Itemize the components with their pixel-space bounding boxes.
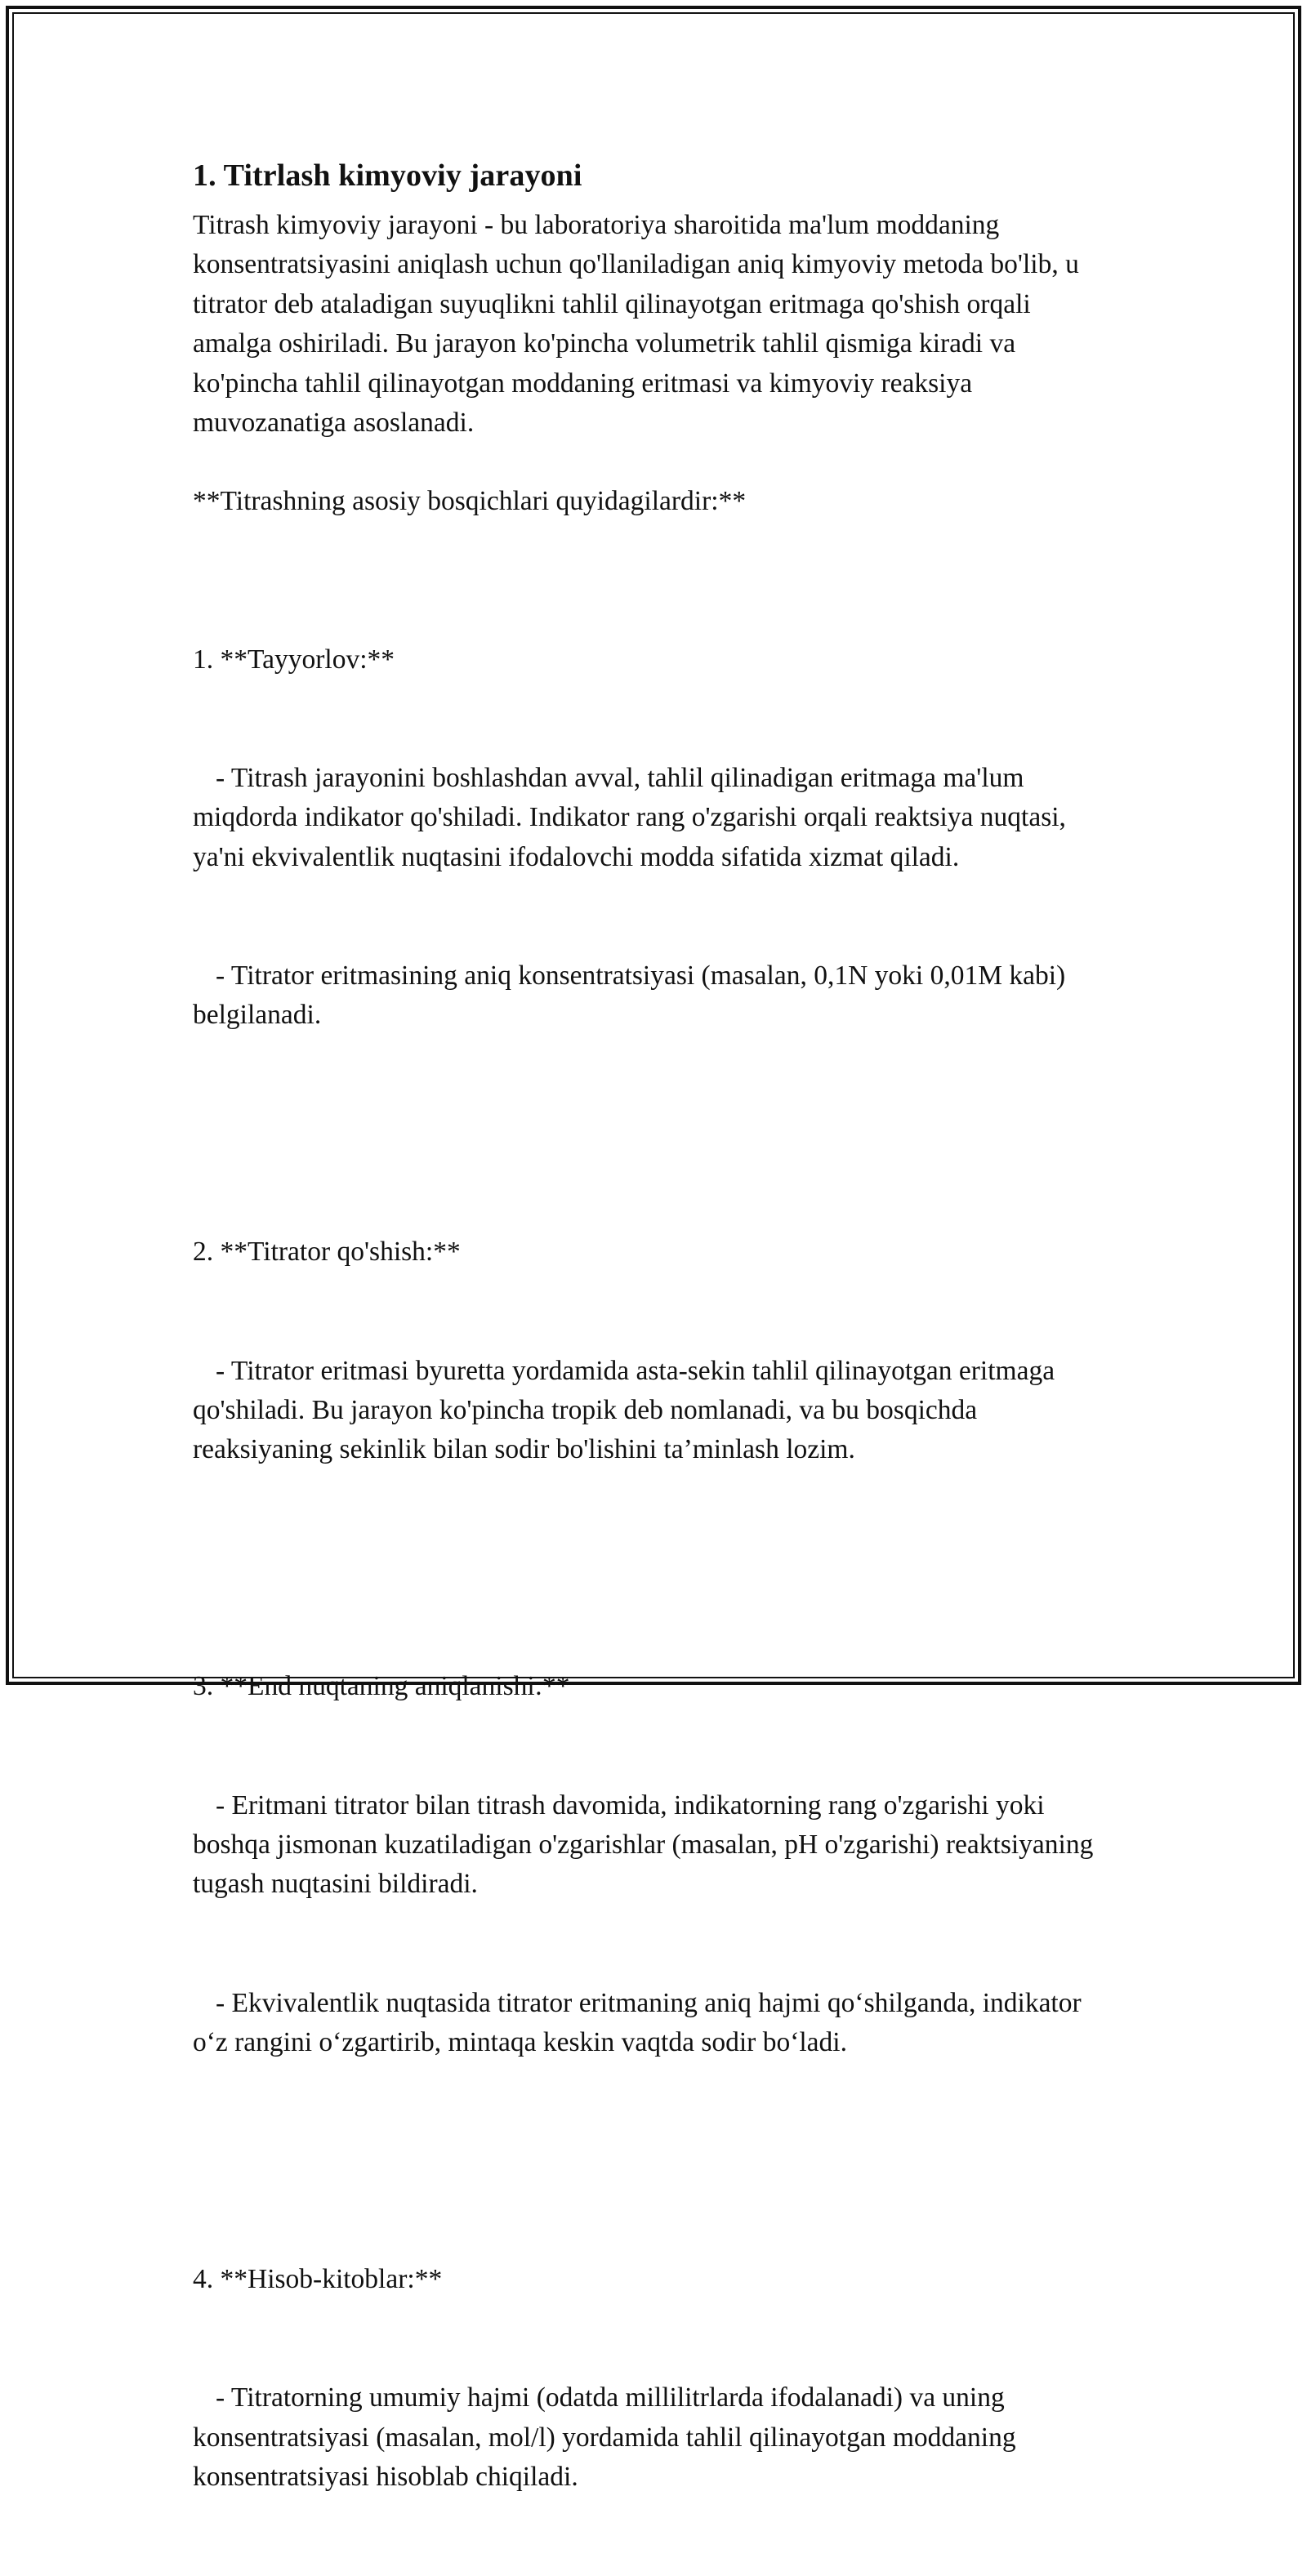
step-block <box>193 1589 1116 2142</box>
intro-paragraph: Titrash kimyoviy jarayoni - bu laboratoriya sharoitida ma'lum moddaning konsentratsiyasini aniqlash uchun qo'llaniladigan aniq kimyoviy metoda bo'lib, u titrator deb ataladigan suyuqlikni tahlil qilinayotgan eritmaga qo'shish orqali amalga oshiriladi. Bu jarayon ko'pincha volumetrik tahlil qismiga kiradi va ko'pincha tahlil qilinayotgan moddaning eritmasi va kimyoviy reaksiya muvozanatiga asoslanadi. <box>193 210 1086 439</box>
step-block <box>193 1154 1116 1549</box>
step-title: 2. **Titrator qo'shish:** <box>193 1237 461 1268</box>
step-item: - Titrash jarayonini boshlashdan avval, tahlil qilinadigan eritmaga ma'lum miqdorda indikator qo'shiladi. Indikator rang o'zgarishi orqali reaktsiya nuqtasi, ya'ni ekvivalentlik nuqtasini ifodalovchi modda sifatida xizmat qiladi. <box>193 762 1073 872</box>
step-item: - Titratorning umumiy hajmi (odatda millilitrlarda ifodalanadi) va uning konsentratsiyasi (masalan, mol/l) yordamida tahlil qilinayotgan moddaning konsentratsiyasi hisoblab chiqiladi. <box>193 2382 1023 2493</box>
document-title: 1. Titrlash kimyoviy jarayoni <box>193 158 582 193</box>
step-item: - Titrator eritmasining aniq konsentratsiyasi (masalan, 0,1N yoki 0,01M kabi) belgilanadi. <box>193 960 1073 1031</box>
document-body <box>193 152 1116 2576</box>
step-title: 1. **Tayyorlov:** <box>193 644 395 675</box>
step-title: 4. **Hisob-kitoblar:** <box>193 2264 443 2295</box>
step-block <box>193 2181 1116 2576</box>
step-block <box>193 561 1116 1115</box>
steps-heading: **Titrashning asosiy bosqichlari quyidagilardir:** <box>193 486 747 517</box>
step-item: - Eritmani titrator bilan titrash davomida, indikatorning rang o'zgarishi yoki boshqa jismonan kuzatiladigan o'zgarishlar (masalan, pH o'zgarishi) reaktsiyaning tugash nuqtasini bildiradi. <box>193 1789 1100 1900</box>
step-item: - Ekvivalentlik nuqtasida titrator eritmaning aniq hajmi qo‘shilganda, indikator o‘z rangini o‘zgartirib, mintaqa keskin vaqtda sodir bo‘ladi. <box>193 1987 1089 2058</box>
step-item: - Titrator eritmasi byuretta yordamida asta-sekin tahlil qilinayotgan eritmaga qo'shiladi. Bu jarayon ko'pincha tropik deb nomlanadi, va bu bosqichda reaksiyaning sekinlik bilan sodir bo'lishini ta’minlash lozim. <box>193 1355 1062 1465</box>
step-title: 3. **End nuqtaning aniqlanishi:** <box>193 1671 570 1702</box>
